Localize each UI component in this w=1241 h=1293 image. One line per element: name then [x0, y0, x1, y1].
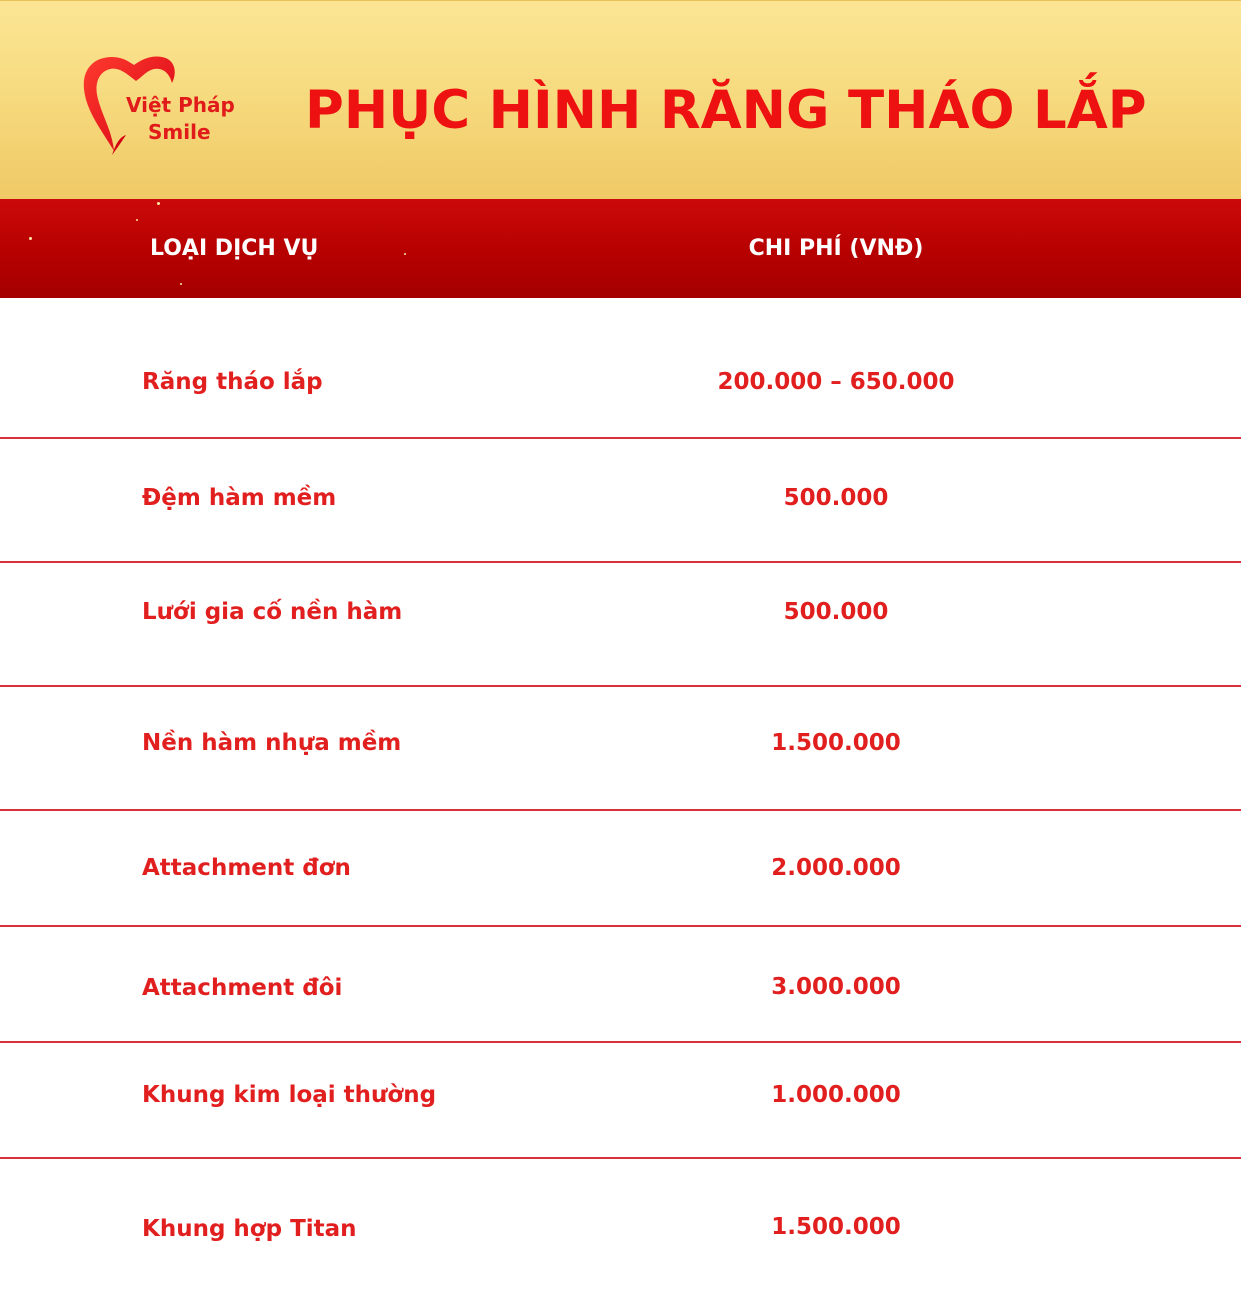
- sparkle-decoration: [136, 219, 138, 221]
- brand-logo: [76, 51, 246, 161]
- brand-name-line1: Việt Pháp: [126, 93, 235, 117]
- brand-name-line2: Smile: [148, 120, 211, 144]
- service-name: Đệm hàm mềm: [142, 485, 337, 511]
- service-name: Attachment đơn: [142, 855, 351, 881]
- service-price: 3.000.000: [771, 974, 901, 1000]
- page-title: PHỤC HÌNH RĂNG THÁO LẮP: [305, 80, 1147, 141]
- sparkle-decoration: [180, 283, 182, 285]
- table-row: [0, 811, 1241, 927]
- service-price: 500.000: [783, 485, 889, 511]
- sparkle-decoration: [29, 237, 32, 240]
- table-header: [0, 199, 1241, 298]
- service-name: Khung kim loại thường: [142, 1082, 437, 1108]
- table-row: [0, 687, 1241, 811]
- service-name: Nền hàm nhựa mềm: [142, 730, 402, 756]
- table-row: [0, 927, 1241, 1043]
- service-price: 200.000 – 650.000: [717, 369, 955, 395]
- table-row: [0, 298, 1241, 439]
- service-price: 500.000: [783, 599, 889, 625]
- service-price: 2.000.000: [771, 855, 901, 881]
- table-row: [0, 439, 1241, 563]
- table-row: [0, 1043, 1241, 1159]
- service-name: Lưới gia cố nền hàm: [142, 599, 403, 625]
- column-header-service: LOẠI DỊCH VỤ: [150, 236, 319, 261]
- service-name: Răng tháo lắp: [142, 369, 323, 395]
- service-name: Attachment đôi: [142, 975, 343, 1001]
- table-row: [0, 1159, 1241, 1293]
- sparkle-decoration: [404, 253, 406, 255]
- table-row: [0, 563, 1241, 687]
- sparkle-decoration: [157, 202, 160, 205]
- service-price: 1.500.000: [771, 730, 901, 756]
- header-banner: [0, 0, 1241, 199]
- service-name: Khung hợp Titan: [142, 1216, 357, 1242]
- service-price: 1.500.000: [771, 1214, 901, 1240]
- column-header-cost: CHI PHÍ (VNĐ): [748, 236, 924, 261]
- service-price: 1.000.000: [771, 1082, 901, 1108]
